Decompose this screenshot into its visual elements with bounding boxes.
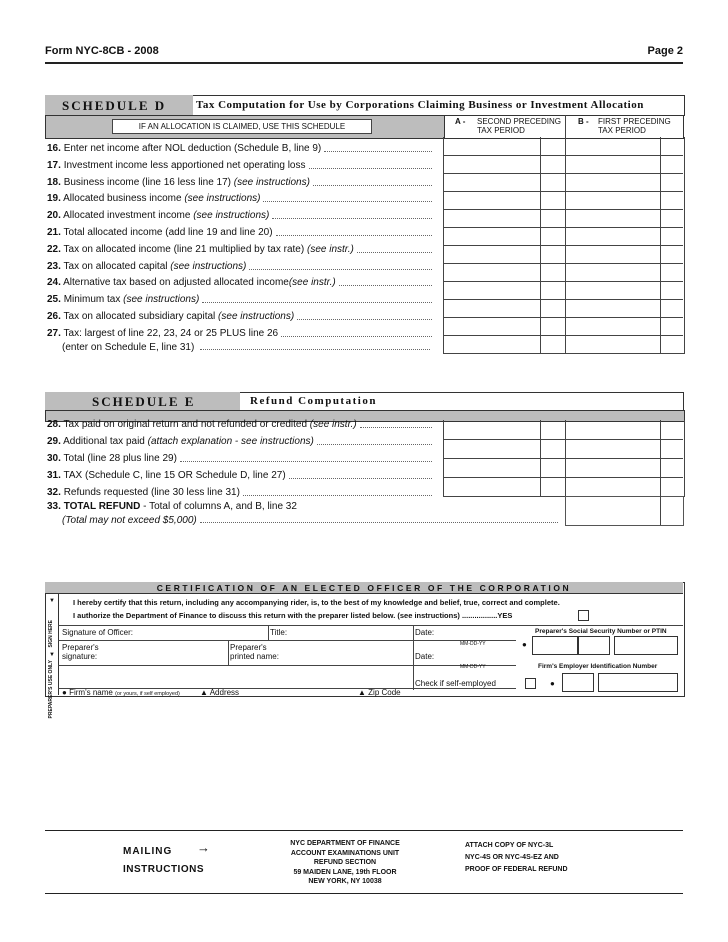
title-label: Title: — [270, 628, 288, 637]
grid-row-line — [443, 227, 683, 228]
col-a-line1: SECOND PRECEDING — [477, 117, 562, 126]
form-line — [47, 294, 199, 305]
line-text: Alternative tax based on adjusted allocated income — [63, 277, 289, 289]
allocation-note: IF AN ALLOCATION IS CLAIMED, USE THIS SCHEDULE — [112, 119, 372, 134]
line-number: 30. — [47, 453, 61, 464]
header-rule — [45, 62, 683, 64]
preparer-sig-label-2: signature: — [62, 652, 98, 661]
line-number: 27. — [47, 327, 61, 339]
firm-name-row: ● Firm's name (or yours, if self employed) — [62, 688, 180, 697]
triangle-icon: ▲ — [358, 688, 366, 697]
preparer-arrow-icon: ▼ — [49, 652, 55, 658]
line-leader — [180, 461, 432, 462]
form-line — [47, 160, 306, 171]
form-line — [47, 193, 260, 204]
triangle-icon: ▲ — [200, 688, 208, 697]
authorize-statement: I authorize the Department of Finance to discuss this return with the preparer listed below. (see instructions) .................YES — [73, 611, 513, 620]
arrow-right-icon: → — [197, 840, 210, 855]
mailing-top-rule — [45, 830, 683, 831]
line-instruction: (see instructions) — [193, 210, 270, 222]
col-a-line2: TAX PERIOD — [477, 126, 525, 135]
form-line — [47, 419, 357, 430]
preparer-name-label-2: printed name: — [230, 652, 279, 661]
col-b-letter: B - — [578, 117, 589, 126]
schedule-e-title: SCHEDULE E — [92, 394, 196, 409]
form-line — [47, 143, 321, 154]
cert-div-1 — [268, 625, 269, 640]
line-number: 17. — [47, 159, 61, 171]
form-line — [47, 277, 336, 288]
zip-label: ▲ Zip Code — [358, 688, 401, 697]
form-line — [47, 487, 240, 498]
line-text: Enter net income after NOL deduction (Schedule B, line 9) — [63, 143, 322, 154]
line-number: 22. — [47, 243, 61, 255]
line-text: Allocated business income — [63, 193, 185, 205]
grid-row-line — [443, 173, 683, 174]
form-line — [47, 311, 294, 322]
grid-row-line — [443, 299, 683, 300]
form-line — [47, 436, 314, 447]
line-leader — [263, 201, 432, 202]
date-format-2: MM-DD-YY — [460, 664, 486, 670]
schedule-e-description: Refund Computation — [250, 395, 377, 407]
grid-row-line — [443, 209, 683, 210]
line-leader — [324, 151, 432, 152]
schedule-d-title: SCHEDULE D — [62, 98, 167, 113]
cert-row-rule-2 — [58, 640, 516, 641]
line-leader — [272, 218, 432, 219]
date-format: MM-DD-YY — [460, 641, 486, 647]
form-line — [47, 227, 273, 238]
line-instruction: (see instructions) — [123, 294, 200, 306]
line-text: Minimum tax — [63, 294, 124, 306]
ssn-box-1[interactable] — [532, 636, 578, 655]
bullet-icon: ● — [62, 688, 67, 697]
mailing-bottom-rule — [45, 893, 683, 894]
line-number: 19. — [47, 193, 61, 205]
line-number: 25. — [47, 294, 61, 306]
line-leader — [339, 285, 432, 286]
self-employed-checkbox[interactable] — [525, 678, 536, 689]
col-a-letter: A - — [455, 117, 466, 126]
line-text: Total allocated income (add line 19 and line 20) — [63, 227, 273, 238]
form-line — [47, 210, 269, 221]
line-27-leader — [200, 349, 430, 350]
grid-row-line — [443, 458, 683, 459]
line-leader — [297, 319, 432, 320]
date-label-2: Date: — [415, 652, 435, 661]
certification-title: CERTIFICATION OF AN ELECTED OFFICER OF THE CORPORATION — [45, 582, 683, 594]
attach-instructions: ATTACH COPY OF NYC-3L NYC-4S OR NYC-4S-EZ AND PROOF OF FEDERAL REFUND — [465, 842, 568, 873]
line-text: Tax: largest of line 22, 23, 24 or 25 PLUS line 26 — [63, 327, 279, 339]
line-leader — [202, 302, 432, 303]
line-instruction: (see instr.) — [288, 277, 336, 289]
ein-box-1[interactable] — [562, 673, 594, 692]
total-refund-field[interactable] — [565, 496, 684, 526]
line-text: Tax on allocated capital — [63, 260, 171, 272]
line-instruction: (see instr.) — [306, 243, 354, 255]
line-33: 33. TOTAL REFUND - Total of columns A, and B, line 32 — [47, 501, 297, 512]
ssn-label: Preparer's Social Security Number or PTIN — [535, 628, 667, 635]
ssn-box-2[interactable] — [578, 636, 610, 655]
mailing-title-2: INSTRUCTIONS — [123, 864, 204, 875]
line-leader — [360, 427, 432, 428]
bullet-icon: ● — [522, 640, 527, 649]
authorize-yes-checkbox[interactable] — [578, 610, 589, 621]
grid-row-line — [443, 155, 683, 156]
address-label: ▲ Address — [200, 688, 240, 697]
date-label: Date: — [415, 628, 435, 637]
line-number: 31. — [47, 470, 61, 481]
line-number: 23. — [47, 260, 61, 272]
bullet-icon: ● — [550, 679, 555, 688]
grid-row-line — [443, 191, 683, 192]
col-b-line1: FIRST PRECEDING — [598, 117, 671, 126]
grid-row-line — [443, 317, 683, 318]
line-27-continuation: (enter on Schedule E, line 31) — [62, 342, 195, 353]
line-instruction: (see instructions) — [233, 176, 310, 188]
line-text: Tax paid on original return and not refunded or credited — [63, 419, 310, 430]
line-text: Business income (line 16 less line 17) — [63, 176, 234, 188]
self-employed-label: Check if self-employed — [415, 679, 496, 688]
schedule-d-description: Tax Computation for Use by Corporations Claiming Business or Investment Allocation — [196, 99, 644, 111]
line-instruction: (see instructions) — [184, 193, 261, 205]
cert-div-2 — [413, 625, 414, 690]
line-leader — [317, 444, 432, 445]
grid-row-line — [443, 263, 683, 264]
sign-here-label: SIGN HERE — [48, 620, 54, 648]
preparers-use-label: PREPARER'S USE ONLY — [48, 660, 54, 719]
mailing-title-1: MAILING — [123, 846, 173, 857]
line-text: Refunds requested (line 30 less line 31) — [63, 487, 240, 498]
line-number: 32. — [47, 487, 61, 498]
line-33-continuation: (Total may not exceed $5,000) — [62, 515, 197, 526]
grid-row-line — [443, 335, 683, 336]
total-refund-cents — [660, 496, 661, 525]
line-number: 29. — [47, 436, 61, 447]
sign-arrow-icon: ▼ — [49, 598, 55, 604]
form-line — [47, 453, 177, 464]
form-line — [47, 177, 310, 188]
line-text: Allocated investment income — [63, 210, 194, 222]
line-number: 24. — [47, 277, 61, 289]
grid-row-line — [443, 439, 683, 440]
grid-row-line — [443, 477, 683, 478]
form-line — [47, 470, 286, 481]
line-text: Investment income less apportioned net operating loss — [63, 159, 306, 171]
preparer-sig-label-1: Preparer's — [62, 643, 99, 652]
line-number: 21. — [47, 227, 61, 238]
line-text: Additional tax paid — [63, 436, 148, 447]
line-instruction: (see instr.) — [309, 419, 357, 430]
line-instruction: (see instructions) — [218, 311, 295, 322]
line-instruction: (see instructions) — [170, 260, 247, 272]
line-number: 20. — [47, 210, 61, 222]
line-text: Tax on allocated income (line 21 multiplied by tax rate) — [63, 243, 307, 255]
line-text: Tax on allocated subsidiary capital — [63, 311, 219, 322]
form-line — [47, 261, 246, 272]
line-number: 26. — [47, 311, 61, 322]
line-instruction: (attach explanation - see instructions) — [147, 436, 314, 447]
grid-row-line — [443, 281, 683, 282]
line-text: Total (line 28 plus line 29) — [63, 453, 177, 464]
line-leader — [313, 185, 432, 186]
cert-div-3 — [228, 640, 229, 665]
line-leader — [243, 495, 432, 496]
col-divider — [565, 115, 566, 137]
line-leader — [276, 235, 432, 236]
line-leader — [289, 478, 432, 479]
line-leader — [281, 336, 432, 337]
grid-row-line — [443, 245, 683, 246]
form-line — [47, 328, 278, 339]
line-number: 18. — [47, 176, 61, 188]
line-text: TAX (Schedule C, line 15 OR Schedule D, line 27) — [63, 470, 286, 481]
line-number: 16. — [47, 143, 61, 154]
col-b-line2: TAX PERIOD — [598, 126, 646, 135]
line-33-leader — [200, 522, 558, 523]
certify-statement: I hereby certify that this return, including any accompanying rider, is, to the best of my knowledge and belief, true, correct and complete. — [73, 598, 560, 607]
signature-officer-label: Signature of Officer: — [62, 628, 133, 637]
mailing-address: NYC DEPARTMENT OF FINANCE ACCOUNT EXAMINATIONS UNIT REFUND SECTION 59 MAIDEN LANE, 19th FLOOR NEW YORK, NY 10038 — [290, 840, 400, 885]
line-leader — [357, 252, 432, 253]
form-id: Form NYC-8CB - 2008 — [45, 45, 159, 57]
cert-row-rule-1 — [58, 625, 683, 626]
ssn-box-3[interactable] — [614, 636, 678, 655]
cert-row-rule-3 — [58, 665, 516, 666]
form-line — [47, 244, 354, 255]
line-number: 28. — [47, 419, 61, 430]
ein-box-2[interactable] — [598, 673, 678, 692]
line-leader — [309, 168, 432, 169]
ein-label: Firm's Employer Identification Number — [538, 663, 658, 670]
preparer-name-label-1: Preparer's — [230, 643, 267, 652]
page-number: Page 2 — [647, 45, 683, 57]
line-leader — [249, 269, 432, 270]
